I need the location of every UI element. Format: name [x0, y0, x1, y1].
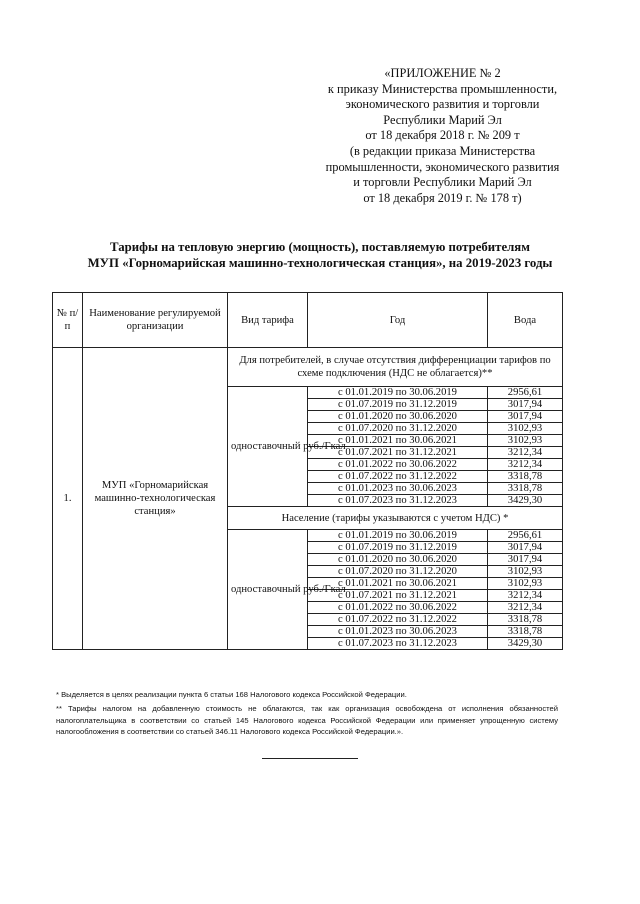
header-line: «ПРИЛОЖЕНИЕ № 2 — [384, 66, 501, 80]
value-cell: 3318,78 — [488, 626, 563, 638]
value-cell: 2956,61 — [488, 530, 563, 542]
header-line: экономического развития и торговли — [345, 97, 540, 112]
value-cell: 2956,61 — [488, 387, 563, 399]
table-header-row — [53, 293, 563, 348]
value-cell: 3212,34 — [488, 602, 563, 614]
closing-divider — [262, 758, 358, 759]
value-cell: 3017,94 — [488, 554, 563, 566]
tariff-type: одноставочный руб./Гкал — [228, 530, 308, 650]
header-line: промышленности, экономического развития — [325, 159, 560, 174]
value-cell: 3017,94 — [488, 411, 563, 423]
value-cell: 3102,93 — [488, 566, 563, 578]
row-number: 1. — [53, 348, 83, 650]
value-cell: 3318,78 — [488, 614, 563, 626]
value-cell: 3212,34 — [488, 447, 563, 459]
period-cell: с 01.01.2021 по 30.06.2021 — [308, 435, 488, 447]
value-cell: 3212,34 — [488, 590, 563, 602]
organization-name: МУП «Горномарийская машинно-технологическая станция» — [83, 348, 228, 650]
value-cell: 3318,78 — [488, 471, 563, 483]
period-cell: с 01.07.2022 по 31.12.2022 — [308, 614, 488, 626]
value-cell: 3017,94 — [488, 542, 563, 554]
value-cell: 3102,93 — [488, 578, 563, 590]
period-cell: с 01.01.2020 по 30.06.2020 — [308, 411, 488, 423]
header-line: (в редакции приказа Министерства — [349, 143, 536, 158]
value-cell: 3102,93 — [488, 423, 563, 435]
header-line: к приказу Министерства промышленности, — [327, 81, 558, 96]
header-org: Наименование регулируемой организации — [83, 293, 228, 348]
table-row — [53, 348, 563, 387]
period-cell: с 01.07.2020 по 31.12.2020 — [308, 423, 488, 435]
header-line: Республики Марий Эл — [383, 112, 502, 127]
tariff-type: одноставочный руб./Гкал — [228, 387, 308, 507]
footnotes — [56, 689, 558, 738]
period-cell: с 01.01.2021 по 30.06.2021 — [308, 578, 488, 590]
title-line-1: Тарифы на тепловую энергию (мощность), поставляемую потребителям — [110, 240, 530, 254]
tariff-table — [52, 292, 563, 650]
group-title: Население (тарифы указываются с учетом НДС) * — [228, 507, 563, 530]
group-title: Для потребителей, в случае отсутствия дифференциации тарифов по схеме подключения (НДС не облагается)** — [228, 348, 563, 387]
period-cell: с 01.07.2019 по 31.12.2019 — [308, 542, 488, 554]
title-line-2: МУП «Горномарийская машинно-технологическая станция», на 2019-2023 годы — [87, 256, 553, 270]
value-cell: 3102,93 — [488, 435, 563, 447]
value-cell: 3212,34 — [488, 459, 563, 471]
period-cell: с 01.07.2021 по 31.12.2021 — [308, 447, 488, 459]
period-cell: с 01.07.2022 по 31.12.2022 — [308, 471, 488, 483]
period-cell: с 01.01.2020 по 30.06.2020 — [308, 554, 488, 566]
header-line: и торговли Республики Марий Эл — [353, 175, 532, 190]
document-title — [40, 239, 600, 271]
header-line: от 18 декабря 2018 г. № 209 т — [365, 128, 520, 143]
period-cell: с 01.01.2022 по 30.06.2022 — [308, 602, 488, 614]
period-cell: с 01.07.2021 по 31.12.2021 — [308, 590, 488, 602]
period-cell: с 01.01.2019 по 30.06.2019 — [308, 387, 488, 399]
footnote-vat: * Выделяется в целях реализации пункта 6 статьи 168 Налогового кодекса Российской Федерации. — [56, 690, 407, 699]
period-cell: с 01.07.2019 по 31.12.2019 — [308, 399, 488, 411]
header-line: от 18 декабря 2019 г. № 178 т) — [363, 190, 522, 205]
header-period: Год — [308, 293, 488, 348]
value-cell: 3017,94 — [488, 399, 563, 411]
value-cell: 3429,30 — [488, 495, 563, 507]
value-cell: 3429,30 — [488, 638, 563, 650]
header-num: № п/п — [53, 293, 83, 348]
footnote-exempt: ** Тарифы налогом на добавленную стоимость не облагаются, так как организация освобождена от исполнения обязанностей налогоплательщика в соответствии со статьей 145 Налогового кодекса Российской Федерации или применяет упрощенную систему налогообложения в соответствии со статьей 346.11 Налогового кодекса Российской Федерации.». — [56, 704, 558, 737]
period-cell: с 01.01.2023 по 30.06.2023 — [308, 626, 488, 638]
value-cell: 3318,78 — [488, 483, 563, 495]
period-cell: с 01.01.2023 по 30.06.2023 — [308, 483, 488, 495]
period-cell: с 01.01.2019 по 30.06.2019 — [308, 530, 488, 542]
period-cell: с 01.07.2023 по 31.12.2023 — [308, 495, 488, 507]
period-cell: с 01.01.2022 по 30.06.2022 — [308, 459, 488, 471]
period-cell: с 01.07.2023 по 31.12.2023 — [308, 638, 488, 650]
appendix-header — [300, 66, 585, 206]
header-type: Вид тарифа — [228, 293, 308, 348]
header-value: Вода — [488, 293, 563, 348]
period-cell: с 01.07.2020 по 31.12.2020 — [308, 566, 488, 578]
